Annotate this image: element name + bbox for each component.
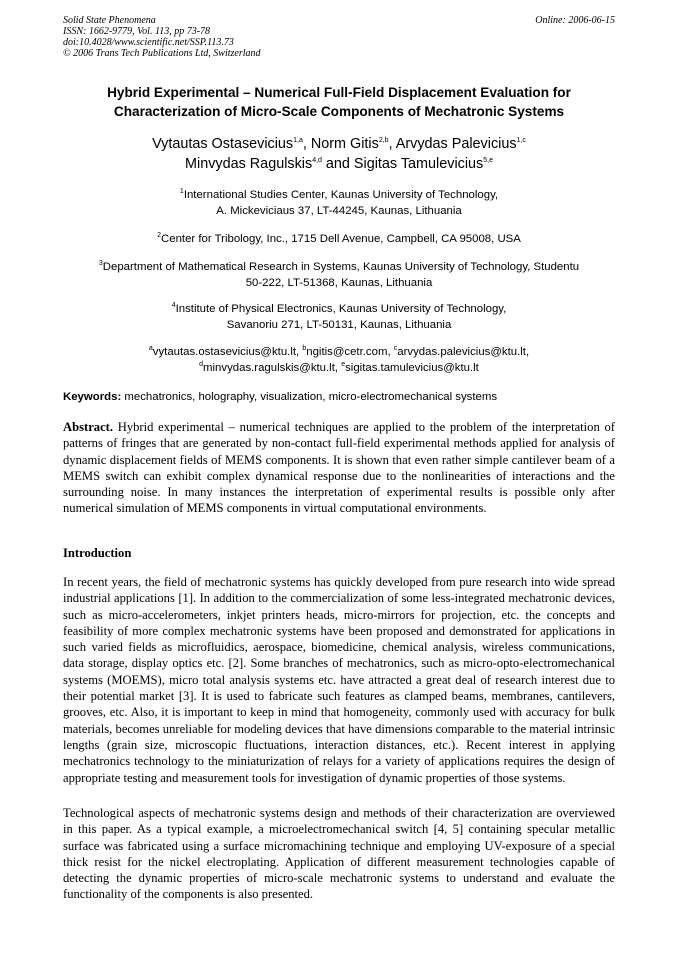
online-date: Online: 2006-06-15 bbox=[535, 15, 615, 26]
title-line-2: Characterization of Micro-Scale Components of Mechatronic Systems bbox=[113, 104, 565, 119]
author-name: , Arvydas Palevicius bbox=[388, 136, 517, 152]
journal-copyright: © 2006 Trans Tech Publications Ltd, Switzerland bbox=[63, 48, 261, 59]
keywords bbox=[63, 390, 615, 405]
email-address: minvydas.ragulskis@ktu.lt, bbox=[203, 362, 342, 374]
intro-paragraph-1: In recent years, the field of mechatronic systems has quickly developed from pure research into wide spread industrial applications [1]. In addition to the commercialization of some less-integrated mechatronic devices, such as micro-accelerometers, inkjet printers heads, micro-mirrors for projection, etc. the concepts and feasibility of more complex mechatronic systems have been proposed and demonstrated for applications in such varied fields as microfluidics, aerospace, biomedicine, chemical analysis, wireless communications, data storage, display optics etc. [2]. Some branches of mechatronics, such as micro-opto-electromechanical systems (MOEMS), micro total analysis systems etc. have attracted a great deal of research interest due to their potential market [3]. It is used to fabricate such features as clamped beams, membranes, cantilevers, grooves, etc. Also, it is important to keep in mind that homogeneity, commonly used with accuracy for bulk materials, becomes unreliable for modeling devices that have dimensions comparable to the material intrinsic lengths (grain size, microscopic fluctuations, interaction distances, etc.). Recent interest in applying mechatronics technology to the miniaturization of relays for a variety of applications requires the design of appropriate testing and measurement tools for investigation of dynamic properties of those systems. bbox=[63, 575, 615, 785]
affiliation-sup: 2 bbox=[157, 232, 162, 240]
paper-title bbox=[40, 83, 638, 121]
affiliation-4 bbox=[40, 301, 638, 333]
email-address: sigitas.tamulevicius@ktu.lt bbox=[345, 362, 479, 374]
affiliation-3 bbox=[40, 259, 638, 291]
affiliation-line: Center for Tribology, Inc., 1715 Dell Avenue, Campbell, CA 95008, USA bbox=[161, 233, 521, 245]
affiliation-sup: 4 bbox=[171, 302, 176, 310]
intro-paragraph-2: Technological aspects of mechatronic systems design and methods of their characterization are overviewed in this paper. As a typical example, a microelectromechanical switch [4, 5] containing specular metallic surface was fabricated using a surface micromachining technique and employing UV-exposure of a special thick resist for the nickel electroplating. Application of different measurement technologies capable of detecting the dynamic properties of micro-scale mechatronic systems to understand and evaluate the functionality of the components is also presented. bbox=[63, 806, 615, 902]
author-name: and Sigitas Tamulevicius bbox=[321, 156, 484, 172]
section-heading-introduction: Introduction bbox=[63, 546, 132, 560]
author-sup: 1,c bbox=[516, 137, 526, 145]
email-sup: a bbox=[148, 345, 153, 353]
abstract-label: Abstract. bbox=[63, 420, 114, 434]
keywords-label: Keywords: bbox=[63, 391, 122, 403]
journal-doi: doi:10.4028/www.scientific.net/SSP.113.73 bbox=[63, 37, 234, 48]
affiliation-sup: 1 bbox=[179, 188, 184, 196]
affiliation-line: Department of Mathematical Research in Systems, Kaunas University of Technology, Studentu bbox=[102, 261, 580, 273]
affiliation-line: Savanoriu 271, LT-50131, Kaunas, Lithuania bbox=[226, 319, 452, 331]
email-address: ngitis@cetr.com, bbox=[306, 346, 394, 358]
author-name: , Norm Gitis bbox=[302, 136, 379, 152]
affiliation-1 bbox=[40, 187, 638, 219]
journal-name: Solid State Phenomena bbox=[63, 15, 156, 26]
affiliation-line: Institute of Physical Electronics, Kaunas University of Technology, bbox=[175, 303, 507, 315]
affiliation-line: A. Mickeviciaus 37, LT-44245, Kaunas, Lithuania bbox=[216, 205, 462, 217]
author-sup: 1,a bbox=[293, 137, 303, 145]
email-sup: e bbox=[341, 361, 346, 369]
author-sup: 5,e bbox=[483, 157, 493, 165]
affiliation-2 bbox=[40, 231, 638, 247]
author-list bbox=[40, 134, 638, 174]
email-sup: d bbox=[199, 361, 204, 369]
abstract-text: Hybrid experimental – numerical techniques are applied to the problem of the interpretation of patterns of fringes that are generated by non-contact full-field experimental methods applied for analysis of dynamic displacement fields of MEMS components. It is shown that even rather simple cantilever beam of a MEMS switch can exhibit complex dynamical response due to the nonlinearities of interactions and the surrounding noise. In many instances the interpretation of experimental results is possible only after numerical simulation of MEMS components in virtual computational environments. bbox=[63, 420, 615, 516]
author-sup: 2,b bbox=[378, 137, 389, 145]
journal-header bbox=[63, 15, 261, 59]
keywords-text: mechatronics, holography, visualization, micro-electromechanical systems bbox=[121, 391, 498, 403]
affiliation-sup: 3 bbox=[98, 260, 103, 268]
journal-issn: ISSN: 1662-9779, Vol. 113, pp 73-78 bbox=[63, 26, 211, 37]
title-line-1: Hybrid Experimental – Numerical Full-Field Displacement Evaluation for bbox=[107, 85, 571, 100]
email-list bbox=[40, 344, 638, 376]
email-address: arvydas.palevicius@ktu.lt, bbox=[397, 346, 530, 358]
author-line-1 bbox=[40, 134, 638, 154]
affiliation-line: International Studies Center, Kaunas University of Technology, bbox=[183, 189, 499, 201]
author-sup: 4,d bbox=[312, 157, 322, 165]
affiliation-line: 50-222, LT-51368, Kaunas, Lithuania bbox=[245, 277, 433, 289]
author-name: Minvydas Ragulskis bbox=[185, 156, 313, 172]
email-sup: b bbox=[302, 345, 307, 353]
author-name: Vytautas Ostasevicius bbox=[152, 136, 294, 152]
email-address: vytautas.ostasevicius@ktu.lt, bbox=[152, 346, 303, 358]
abstract bbox=[63, 419, 615, 517]
email-sup: c bbox=[393, 345, 398, 353]
author-line-2 bbox=[40, 154, 638, 174]
